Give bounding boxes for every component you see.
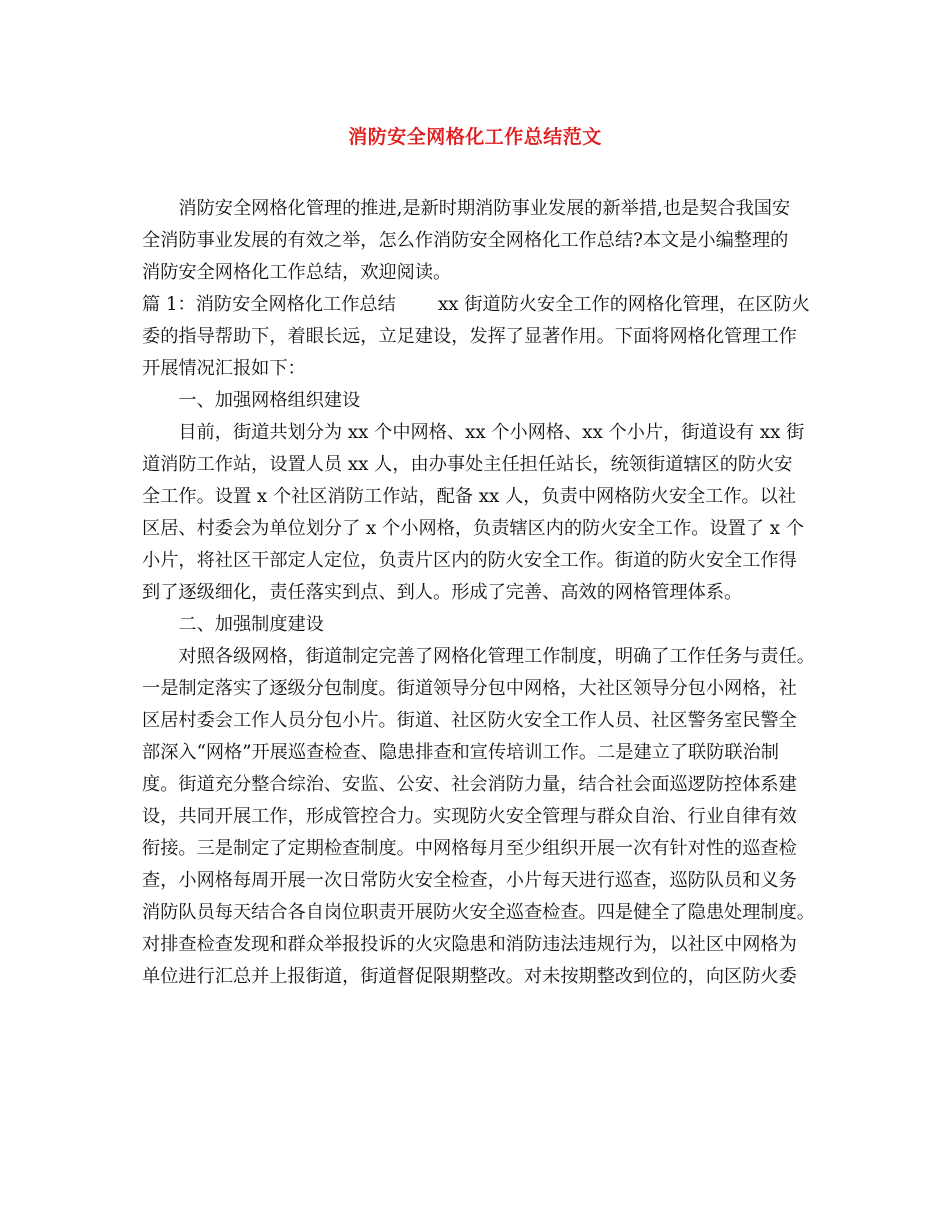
body-line: 部深入“网格”开展巡查检查、隐患排查和宣传培训工作。二是建立了联防联治制: [142, 742, 779, 763]
body-line: 对照各级网格，街道制定完善了网格化管理工作制度，明确了工作任务与责任。: [142, 646, 815, 667]
body-line: 度。街道充分整合综治、安监、公安、社会消防力量，结合社会面巡逻防控体系建: [142, 774, 797, 795]
body-line: 单位进行汇总并上报街道，街道督促限期整改。对未按期整改到位的，向区防火委: [142, 966, 797, 987]
document-body: [142, 193, 822, 993]
body-line: 到了逐级细化，责任落实到点、到人。形成了完善、高效的网格管理体系。: [142, 582, 743, 603]
body-line: 一是制定落实了逐级分包制度。街道领导分包中网格，大社区领导分包小网格，社: [142, 678, 797, 699]
body-line: 衔接。三是制定了定期检查制度。中网格每月至少组织开展一次有针对性的巡查检: [142, 838, 797, 859]
body-line: 区居村委会工作人员分包小片。街道、社区防火安全工作人员、社区警务室民警全: [142, 710, 797, 731]
body-line: 查，小网格每周开展一次日常防火安全检查，小片每天进行巡查，巡防队员和义务: [142, 870, 797, 891]
document-title: 消防安全网格化工作总结范文: [348, 126, 602, 148]
body-line: 对排查检查发现和群众举报投诉的火灾隐患和消防违法违规行为，以社区中网格为: [142, 934, 797, 955]
body-line: 消防队员每天结合各自岗位职责开展防火安全巡查检查。四是健全了隐患处理制度。: [142, 902, 815, 923]
body-line: 小片，将社区干部定人定位，负责片区内的防火安全工作。街道的防火安全工作得: [142, 550, 797, 571]
body-line: 全工作。设置 x 个社区消防工作站，配备 xx 人，负责中网格防火安全工作。以社: [142, 486, 797, 507]
body-line: 目前，街道共划分为 xx 个中网格、xx 个小网格、xx 个小片，街道设有 xx 街: [142, 422, 805, 443]
body-line: 设，共同开展工作，形成管控合力。实现防火安全管理与群众自治、行业自律有效: [142, 806, 797, 827]
body-line: 一、加强网格组织建设: [142, 390, 361, 411]
body-line: 委的指导帮助下，着眼长远，立足建设，发挥了显著作用。下面将网格化管理工作: [142, 326, 797, 347]
body-line: 开展情况汇报如下：: [142, 358, 306, 379]
body-line: 全消防事业发展的有效之举，怎么作消防安全网格化工作总结?本文是小编整理的: [142, 230, 789, 251]
body-line: 篇 1：消防安全网格化工作总结 xx 街道防火安全工作的网格化管理，在区防火: [142, 294, 810, 315]
body-line: 道消防工作站，设置人员 xx 人，由办事处主任担任站长，统领街道辖区的防火安: [142, 454, 793, 475]
body-line: 消防安全网格化工作总结，欢迎阅读。: [142, 262, 452, 283]
body-line: 消防安全网格化管理的推进,是新时期消防事业发展的新举措,也是契合我国安: [142, 198, 791, 219]
body-line: 二、加强制度建设: [142, 614, 324, 635]
body-line: 区居、村委会为单位划分了 x 个小网格，负责辖区内的防火安全工作。设置了 x 个: [142, 518, 805, 539]
